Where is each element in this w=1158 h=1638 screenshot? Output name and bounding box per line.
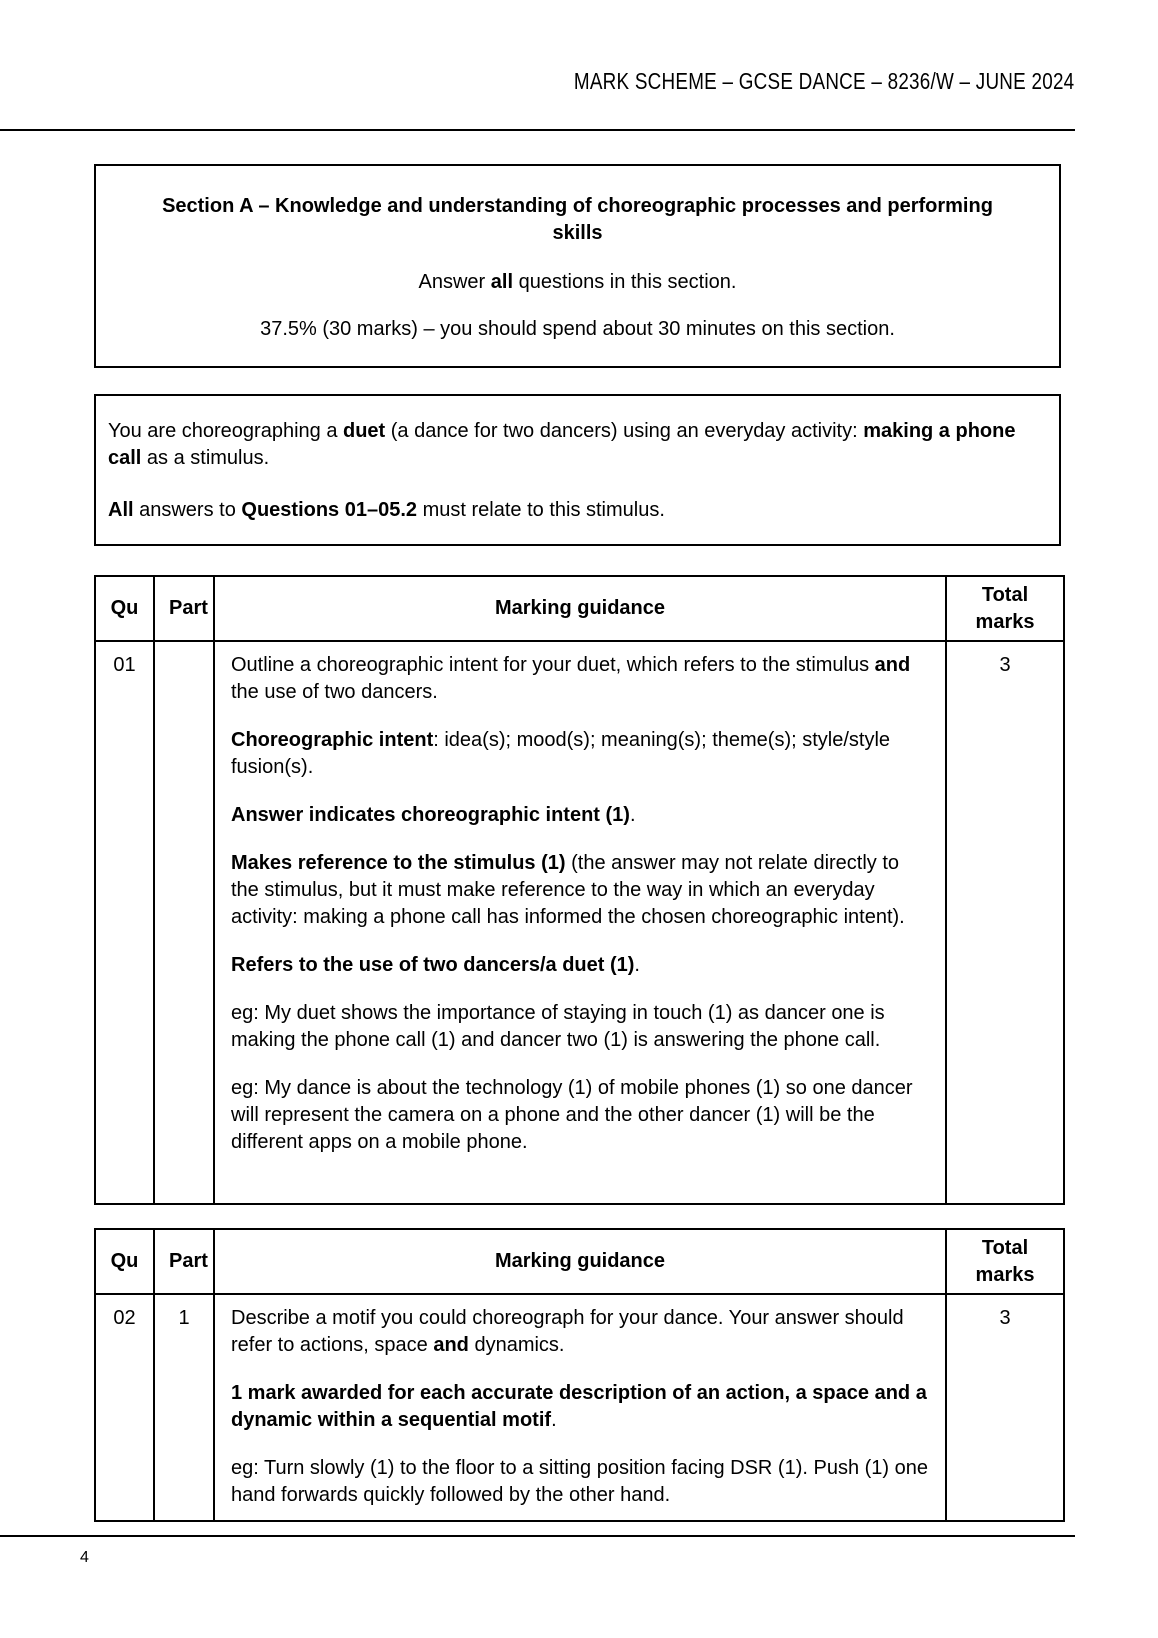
page-number: 4 — [80, 1549, 89, 1566]
guidance-paragraph: eg: My dance is about the technology (1) of mobile phones (1) so one dancer will represent the camera on a phone and the other dancer (1) will be the different apps on a mobile phone. — [231, 1077, 913, 1153]
question-01-row — [95, 641, 1064, 1204]
question-02-row — [95, 1294, 1064, 1521]
answer-all-instruction: Answer all questions in this section. — [418, 271, 737, 293]
guidance-paragraph: Answer indicates choreographic intent (1). — [231, 804, 636, 826]
question-02-mark-table — [94, 1228, 1065, 1522]
marking-guidance-cell — [214, 641, 946, 1204]
guidance-paragraph: Makes reference to the stimulus (1) (the answer may not relate directly to the stimulus, but it must make reference to the way in which an everyday activity: making a phone call has informed the chosen choreographic intent). — [231, 852, 905, 928]
header-rule — [0, 129, 1075, 131]
question-number: 01 — [95, 641, 154, 1204]
stimulus-box — [94, 394, 1061, 546]
table-header-row — [95, 576, 1064, 641]
col-header-total-marks: Total marks — [946, 1229, 1064, 1294]
question-number: 02 — [95, 1294, 154, 1521]
question-part: 1 — [154, 1294, 214, 1521]
section-a-instructions-box — [94, 164, 1061, 368]
page-header-title: MARK SCHEME – GCSE DANCE – 8236/W – JUNE 2024 — [573, 68, 1074, 94]
guidance-paragraph: Outline a choreographic intent for your duet, which refers to the stimulus and the use of two dancers. — [231, 654, 911, 703]
question-part — [154, 641, 214, 1204]
footer-rule — [0, 1535, 1075, 1537]
col-header-qu: Qu — [95, 576, 154, 641]
guidance-paragraph: eg: Turn slowly (1) to the floor to a sitting position facing DSR (1). Push (1) one hand forwards quickly followed by the other hand. — [231, 1457, 928, 1506]
section-title: Section A – Knowledge and understanding of choreographic processes and performing skills — [162, 195, 993, 244]
guidance-paragraph: 1 mark awarded for each accurate description of an action, a space and a dynamic within a sequential motif. — [231, 1382, 927, 1431]
guidance-paragraph: Choreographic intent: idea(s); mood(s); meaning(s); theme(s); style/style fusion(s). — [231, 729, 891, 778]
col-header-marking-guidance: Marking guidance — [214, 1229, 946, 1294]
col-header-total-marks: Total marks — [946, 576, 1064, 641]
table-header-row — [95, 1229, 1064, 1294]
timing-instruction: 37.5% (30 marks) – you should spend about 30 minutes on this section. — [260, 318, 895, 340]
guidance-paragraph: eg: My duet shows the importance of staying in touch (1) as dancer one is making the phone call (1) and dancer two (1) is answering the phone call. — [231, 1002, 885, 1051]
col-header-marking-guidance: Marking guidance — [214, 576, 946, 641]
total-marks-value: 3 — [946, 1294, 1064, 1521]
marking-guidance-cell — [214, 1294, 946, 1521]
total-marks-value: 3 — [946, 641, 1064, 1204]
col-header-qu: Qu — [95, 1229, 154, 1294]
guidance-paragraph: Describe a motif you could choreograph for your dance. Your answer should refer to actions, space and dynamics. — [231, 1307, 904, 1356]
stimulus-note: All answers to Questions 01–05.2 must relate to this stimulus. — [108, 499, 665, 521]
col-header-part: Part — [154, 1229, 214, 1294]
question-01-mark-table — [94, 575, 1065, 1205]
guidance-paragraph: Refers to the use of two dancers/a duet (1). — [231, 954, 640, 976]
col-header-part: Part — [154, 576, 214, 641]
stimulus-statement: You are choreographing a duet (a dance for two dancers) using an everyday activity: making a phone call as a stimulus. — [108, 420, 1016, 469]
